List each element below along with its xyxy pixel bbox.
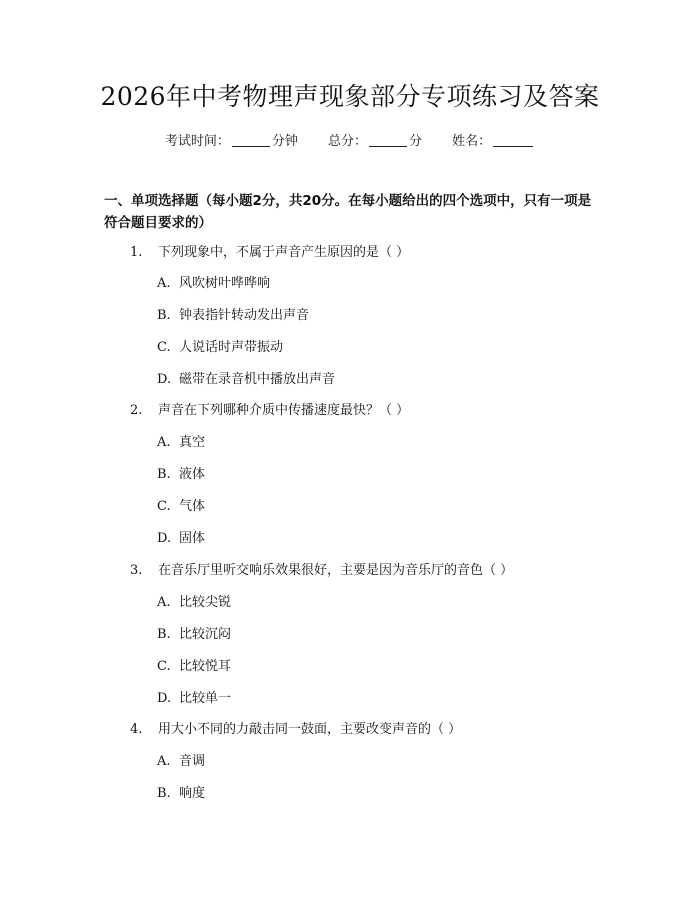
option-text: 真空 bbox=[179, 435, 206, 450]
exam-time-unit: 分钟 bbox=[271, 134, 298, 149]
total-score-blank bbox=[369, 132, 407, 147]
option-letter: A. bbox=[157, 435, 171, 450]
option-letter: B. bbox=[157, 467, 171, 482]
question-4 bbox=[130, 720, 461, 740]
section-heading: 一、单项选择题（每小题2分，共20分。在每小题给出的四个选项中，只有一项是符合题目要求的） bbox=[104, 193, 592, 231]
option-text: 风吹树叶哗哗响 bbox=[179, 276, 271, 291]
question-1-option-c bbox=[157, 338, 283, 358]
question-2 bbox=[130, 401, 409, 421]
question-1-option-a bbox=[157, 274, 270, 294]
option-letter: A. bbox=[157, 754, 171, 769]
option-letter: A. bbox=[157, 595, 171, 610]
option-letter: C. bbox=[157, 659, 171, 674]
option-text: 磁带在录音机中播放出声音 bbox=[179, 372, 336, 387]
exam-info-row bbox=[0, 130, 700, 152]
total-score-unit: 分 bbox=[409, 134, 423, 149]
question-2-option-d bbox=[157, 529, 205, 549]
question-3-option-c bbox=[157, 657, 231, 677]
question-2-option-b bbox=[157, 465, 205, 485]
option-text: 气体 bbox=[179, 499, 206, 514]
option-text: 比较尖锐 bbox=[179, 595, 232, 610]
option-letter: C. bbox=[157, 340, 171, 355]
option-text: 钟表指针转动发出声音 bbox=[179, 308, 310, 323]
exam-time-field bbox=[165, 130, 298, 152]
option-text: 液体 bbox=[179, 467, 206, 482]
option-letter: D. bbox=[157, 531, 172, 546]
option-text: 比较悦耳 bbox=[179, 659, 232, 674]
question-text: 用大小不同的力敲击同一鼓面，主要改变声音的（ ） bbox=[158, 722, 462, 737]
student-name-label: 姓名： bbox=[452, 134, 492, 149]
question-text: 在音乐厅里听交响乐效果很好，主要是因为音乐厅的音色（ ） bbox=[158, 563, 514, 578]
total-score-label: 总分： bbox=[327, 134, 367, 149]
student-name-field bbox=[452, 130, 535, 152]
question-number: 2. bbox=[130, 403, 143, 418]
question-3-option-a bbox=[157, 593, 231, 613]
option-letter: B. bbox=[157, 627, 171, 642]
exam-time-label: 考试时间： bbox=[164, 134, 230, 149]
question-4-option-a bbox=[157, 752, 205, 772]
question-number: 4. bbox=[130, 722, 143, 737]
exam-time-blank bbox=[232, 132, 270, 147]
option-text: 人说话时声带振动 bbox=[179, 340, 284, 355]
option-text: 音调 bbox=[179, 754, 206, 769]
page-title: 2026年中考物理声现象部分专项练习及答案 bbox=[100, 82, 600, 111]
question-1-option-d bbox=[157, 370, 335, 390]
option-letter: C. bbox=[157, 499, 171, 514]
option-text: 固体 bbox=[179, 531, 206, 546]
option-letter: D. bbox=[157, 691, 172, 706]
question-1 bbox=[130, 243, 409, 263]
question-3 bbox=[130, 561, 513, 581]
question-number: 1. bbox=[130, 245, 143, 260]
question-text: 下列现象中，不属于声音产生原因的是（ ） bbox=[158, 245, 410, 260]
option-text: 响度 bbox=[179, 786, 206, 801]
question-2-option-a bbox=[157, 433, 205, 453]
option-letter: A. bbox=[157, 276, 171, 291]
option-letter: B. bbox=[157, 308, 171, 323]
question-3-option-d bbox=[157, 689, 231, 709]
question-number: 3. bbox=[130, 563, 143, 578]
question-1-option-b bbox=[157, 306, 309, 326]
question-4-option-b bbox=[157, 784, 205, 804]
option-text: 比较沉闷 bbox=[179, 627, 232, 642]
question-2-option-c bbox=[157, 497, 205, 517]
question-text: 声音在下列哪种介质中传播速度最快？（ ） bbox=[158, 403, 410, 418]
question-3-option-b bbox=[157, 625, 231, 645]
option-letter: D. bbox=[157, 372, 172, 387]
option-letter: B. bbox=[157, 786, 171, 801]
option-text: 比较单一 bbox=[179, 691, 232, 706]
total-score-field bbox=[328, 130, 422, 152]
student-name-blank bbox=[493, 132, 533, 147]
